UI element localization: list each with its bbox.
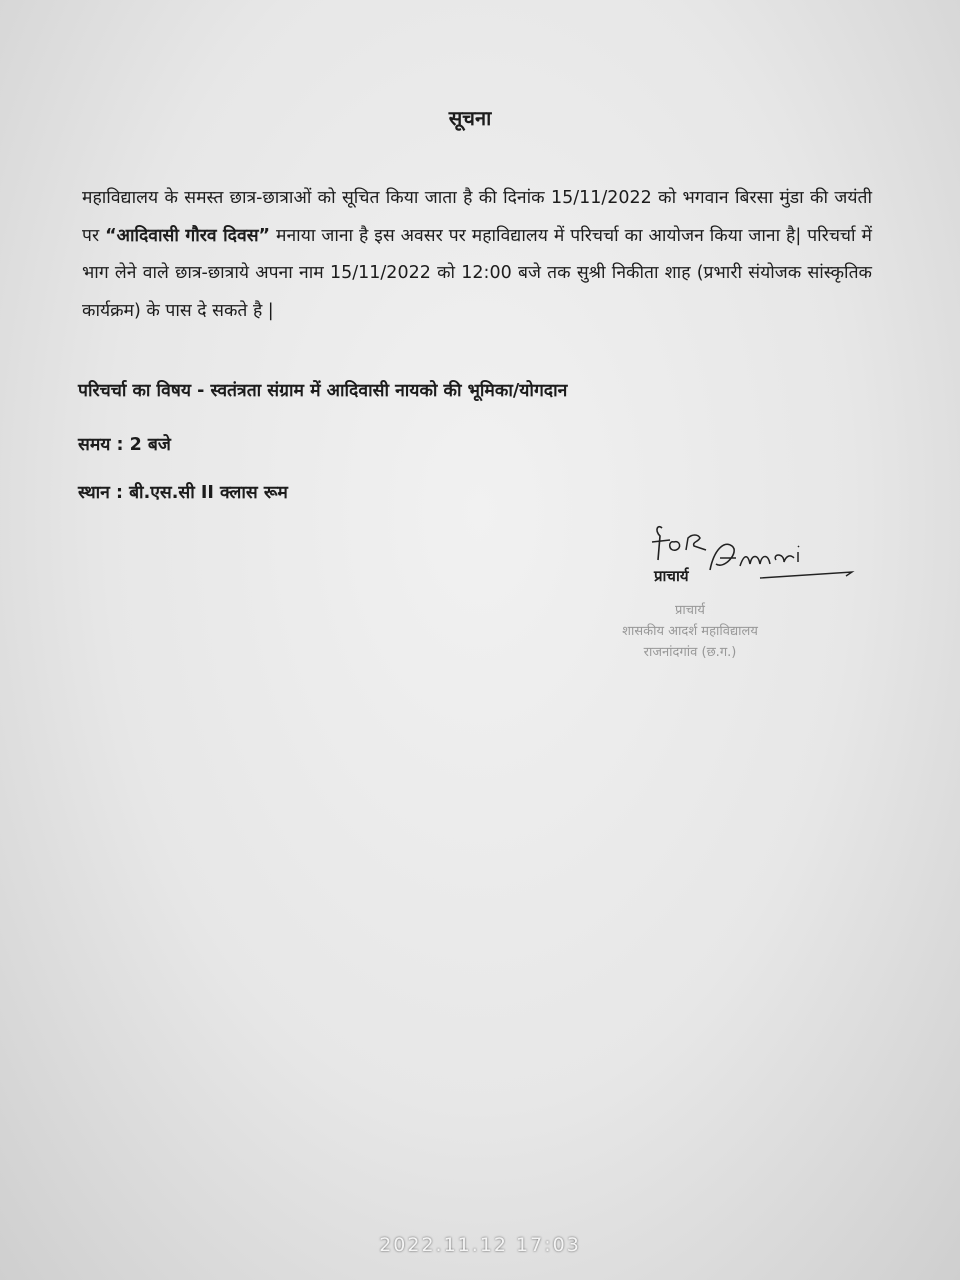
body-text-part2: मनाया जाना है इस अवसर पर महाविद्यालय में परिचर्चा का आयोजन किया जाना है| परिचर्चा में भाग लेने वाले छात्र-छात्राये अपना नाम 15/11/2022 को 12:00 बजे तक सुश्री निकीता शाह (प्रभारी संयोजक सांस्कृतिक कार्यक्रम) के पास दे सकते है |: [82, 225, 872, 321]
handwritten-signature: [640, 520, 880, 600]
principal-label: प्राचार्य: [654, 567, 689, 585]
notice-title: सूचना: [448, 106, 492, 130]
signature-block: [640, 520, 880, 600]
notice-body: [82, 180, 872, 330]
stamp-line-3: राजनांदगांव (छ.ग.): [643, 645, 737, 660]
principal-stamp: [560, 600, 820, 663]
event-name: “आदिवासी गौरव दिवस”: [105, 225, 271, 246]
body-text-part1: महाविद्यालय के समस्त छात्र-छात्राओं को सूचित किया जाता है की दिनांक 15/11/2022 को भगवान बिरसा मुंडा की जयंती पर: [82, 188, 872, 246]
stamp-line-2: शासकीय आदर्श महाविद्यालय: [622, 624, 758, 639]
stamp-line-1: प्राचार्य: [675, 603, 705, 618]
discussion-topic: परिचर्चा का विषय - स्वतंत्रता संग्राम में आदिवासी नायको की भूमिका/योगदान: [78, 381, 568, 401]
event-time: समय : 2 बजे: [78, 435, 171, 455]
photo-timestamp: 2022.11.12 17:03: [379, 1234, 581, 1256]
event-place: स्थान : बी.एस.सी II क्लास रूम: [78, 483, 288, 503]
